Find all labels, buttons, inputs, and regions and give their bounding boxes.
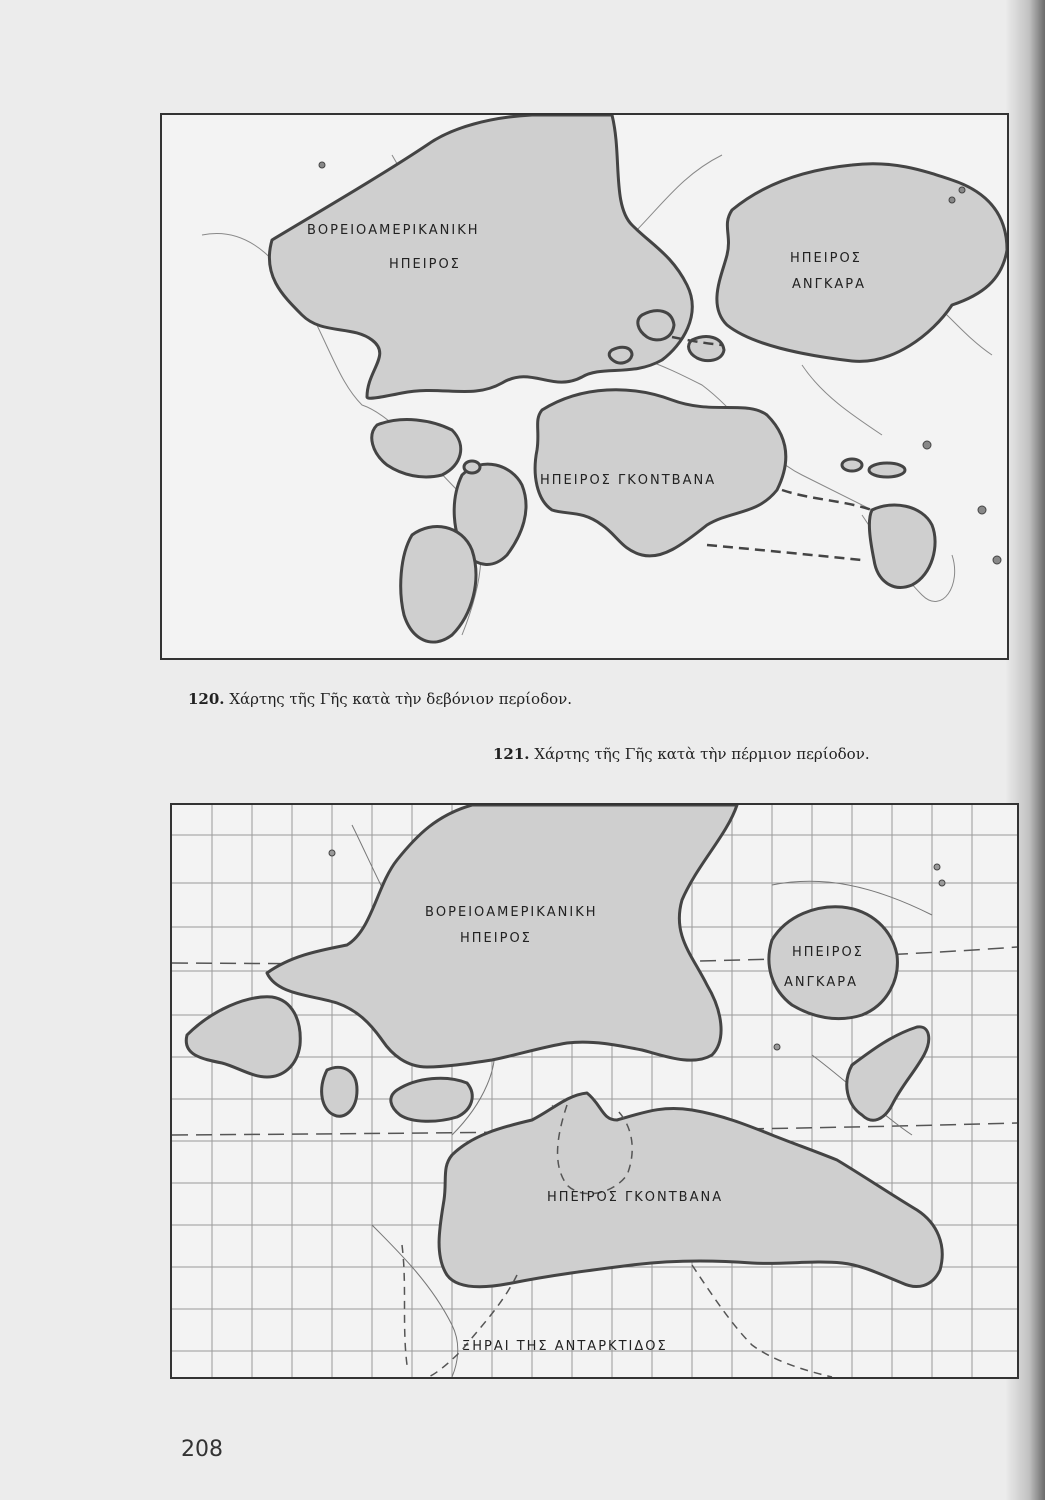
devonian-north-america-label-line2: ΗΠΕΙΡΟΣ: [389, 257, 461, 272]
devonian-map: [160, 113, 1009, 660]
devonian-north-america-label-line1: ΒΟΡΕΙΟΑΜΕΡΙΚΑΝΙΚΗ: [307, 223, 480, 238]
devonian-angara-label-line1: ΗΠΕΙΡΟΣ: [790, 251, 862, 266]
devonian-gondwana-label: ΗΠΕΙΡΟΣ ΓΚΟΝΤΒΑΝΑ: [540, 473, 717, 488]
permian-map-drawing: [172, 805, 1017, 1377]
figure-120-caption: [188, 690, 572, 708]
permian-map: [170, 803, 1019, 1379]
page-number: 208: [181, 1437, 223, 1462]
devonian-map-drawing: [162, 115, 1007, 658]
figure-121-caption: [493, 745, 870, 763]
figure-120-number: 120.: [188, 690, 225, 708]
devonian-angara-label-line2: ΑΝΓΚΑΡΑ: [792, 277, 867, 292]
permian-angara-label-line1: ΗΠΕΙΡΟΣ: [792, 945, 864, 960]
permian-gondwana-label: ΗΠΕΙΡΟΣ ΓΚΟΝΤΒΑΝΑ: [547, 1190, 724, 1205]
permian-north-america-label-line2: ΗΠΕΙΡΟΣ: [460, 931, 532, 946]
permian-north-america-label-line1: ΒΟΡΕΙΟΑΜΕΡΙΚΑΝΙΚΗ: [425, 905, 598, 920]
figure-121-number: 121.: [493, 745, 530, 763]
permian-angara-label-line2: ΑΝΓΚΑΡΑ: [784, 975, 859, 990]
figure-121-caption-text: Χάρτης τῆς Γῆς κατὰ τὴν πέρμιον περίοδον.: [534, 745, 870, 763]
permian-antarctica-label: ΞΗΡΑΙ ΤΗΣ ΑΝΤΑΡΚΤΙΔΟΣ: [462, 1339, 668, 1354]
figure-120-caption-text: Χάρτης τῆς Γῆς κατὰ τὴν δεβόνιον περίοδον.: [229, 690, 573, 708]
